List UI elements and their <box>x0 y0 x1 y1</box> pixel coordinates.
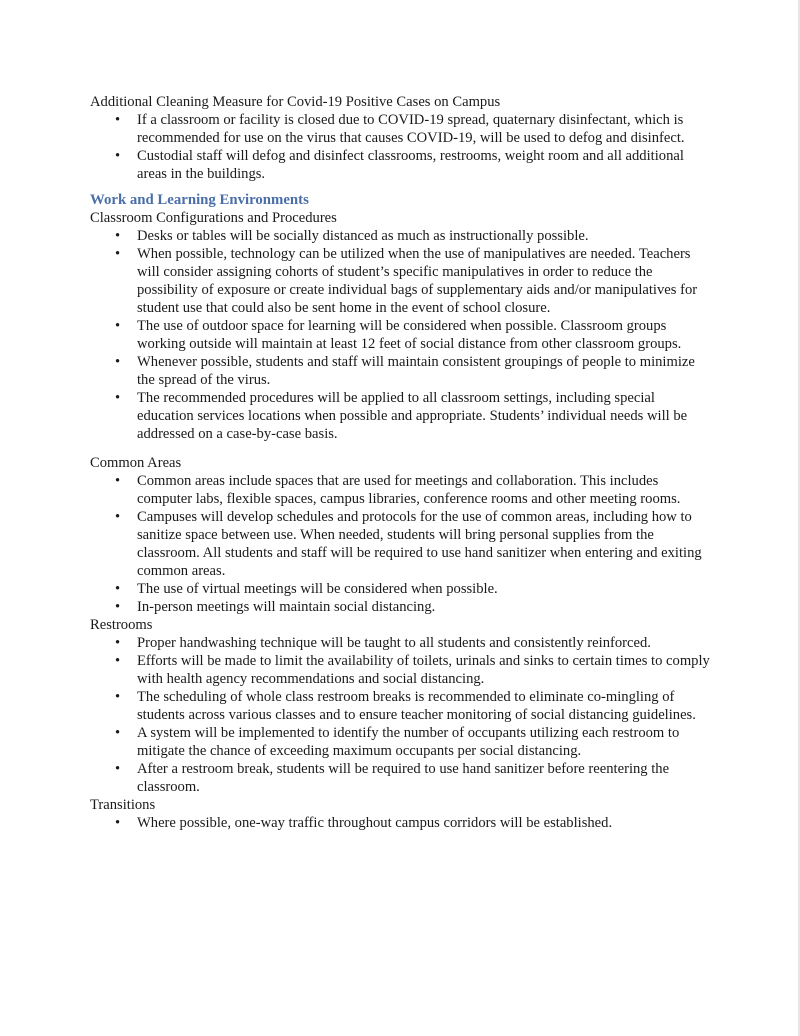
common-areas-label: Common Areas <box>90 455 182 471</box>
list-item: • Whenever possible, students and staff will maintain consistent groupings of people to minimize the spread of the virus. <box>137 353 710 389</box>
restrooms-label: Restrooms <box>90 617 153 633</box>
work-learning-heading: Work and Learning Environments <box>90 192 309 208</box>
list-item: • If a classroom or facility is closed due to COVID-19 spread, quaternary disinfectant, which is recommended for use on the virus that causes COVID-19, will be used to defog and disinfect. <box>137 111 710 147</box>
list-item: • Where possible, one-way traffic throughout campus corridors will be established. <box>137 814 710 832</box>
list-item: • Campuses will develop schedules and protocols for the use of common areas, including how to sanitize space between use. When needed, students will bring personal supplies from the classroom. All students and staff will be required to use hand sanitizer when entering and exiting common areas. <box>137 508 710 580</box>
document-page <box>90 93 710 832</box>
list-item: • Desks or tables will be socially distanced as much as instructionally possible. <box>137 227 710 245</box>
transitions-list <box>90 814 710 832</box>
list-item: • Efforts will be made to limit the availability of toilets, urinals and sinks to certain times to comply with health agency recommendations and social distancing. <box>137 652 710 688</box>
list-item: • The use of virtual meetings will be considered when possible. <box>137 580 710 598</box>
section-gap <box>90 443 710 454</box>
cleaning-measure-list <box>90 111 710 183</box>
list-item: • The recommended procedures will be applied to all classroom settings, including special education services locations when possible and appropriate. Students’ individual needs will be addressed on a case-by-case basis. <box>137 389 710 443</box>
classroom-config-list <box>90 227 710 443</box>
list-item: • When possible, technology can be utilized when the use of manipulatives are needed. Teachers will consider assigning cohorts of student’s specific manipulatives in order to reduce the possibility of exposure or create individual bags of supplementary aids and/or manipulatives for student use that could also be sent home in the event of school closure. <box>137 245 710 317</box>
cleaning-measure-label: Additional Cleaning Measure for Covid-19 Positive Cases on Campus <box>90 94 501 110</box>
list-item: • Proper handwashing technique will be taught to all students and consistently reinforced. <box>137 634 710 652</box>
list-item: • After a restroom break, students will be required to use hand sanitizer before reentering the classroom. <box>137 760 710 796</box>
list-item: • The scheduling of whole class restroom breaks is recommended to eliminate co-mingling of students across various classes and to ensure teacher monitoring of social distancing guidelines. <box>137 688 710 724</box>
list-item: • In-person meetings will maintain social distancing. <box>137 598 710 616</box>
classroom-config-label: Classroom Configurations and Procedures <box>90 210 337 226</box>
list-item: • A system will be implemented to identify the number of occupants utilizing each restroom to mitigate the chance of exceeding maximum occupants per social distancing. <box>137 724 710 760</box>
list-item: • The use of outdoor space for learning will be considered when possible. Classroom groups working outside will maintain at least 12 feet of social distance from other classroom groups. <box>137 317 710 353</box>
list-item: • Custodial staff will defog and disinfect classrooms, restrooms, weight room and all additional areas in the buildings. <box>137 147 710 183</box>
common-areas-list <box>90 472 710 616</box>
transitions-label: Transitions <box>90 797 156 813</box>
restrooms-list <box>90 634 710 796</box>
list-item: • Common areas include spaces that are used for meetings and collaboration. This includes computer labs, flexible spaces, campus libraries, conference rooms and other meeting rooms. <box>137 472 710 508</box>
